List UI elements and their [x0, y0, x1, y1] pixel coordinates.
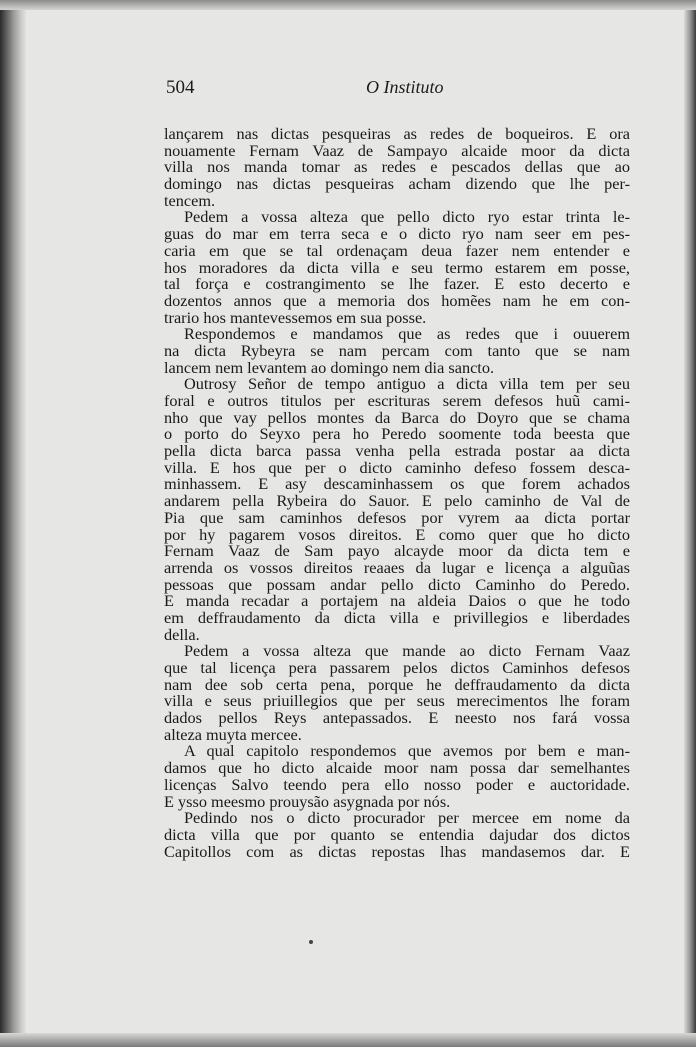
text-line: minhassem. E asy descaminhassem os que forem achados	[164, 474, 630, 494]
page-number: 504	[166, 77, 195, 98]
text-line: foral e outros titulos per escrituras serem defesos huũ cami-	[164, 391, 630, 410]
text-line: tencem.	[164, 190, 216, 210]
text-line: caria em que se tal ordenaçam deua fazer nem entender e	[164, 240, 630, 260]
text-line: Pedem a vossa alteza que pello dicto ryo estar trinta le-	[184, 207, 630, 227]
text-line: domingo nas dictas pesqueiras acham dizendo que lhe per-	[164, 174, 630, 194]
text-line: Fernam Vaaz de Sam payo alcayde moor da dicta tem e	[164, 541, 630, 561]
text-line: trario hos mantevessemos em sua posse.	[164, 307, 427, 327]
page-bottom-edge	[0, 1033, 696, 1047]
text-line: guas do mar em terra seca e o dicto ryo nam seer em pes-	[164, 224, 630, 244]
text-line: Pedindo nos o dicto procurador per mercee em nome da	[184, 808, 630, 828]
speck-mark	[309, 940, 313, 944]
text-line: em deffraudamento da dicta villa e privillegios e liberdades	[164, 607, 630, 627]
text-line: alteza muyta mercee.	[164, 724, 302, 744]
text-line: nho que vay pellos montes da Barca do Doyro que se chama	[164, 407, 630, 427]
text-line: o porto do Seyxo pera ho Peredo soomente toda beesta que	[164, 424, 630, 444]
running-title: O Instituto	[366, 77, 444, 97]
text-line: Pedem a vossa alteza que mande ao dicto Fernam Vaaz	[184, 641, 630, 661]
text-line: licenças Salvo teendo pera ello nosso poder e auctoridade.	[164, 774, 630, 794]
page-right-edge	[684, 0, 696, 1047]
text-line: Pia que sam caminhos defesos por vyrem aa dicta portar	[164, 507, 630, 527]
text-line: A qual capitolo respondemos que avemos por bem e man-	[184, 741, 630, 761]
text-line: lançarem nas dictas pesqueiras as redes de boqueiros. E ora	[164, 124, 630, 143]
text-line: villa e seus priuillegios que per seus merecimentos lhe foram	[164, 691, 630, 711]
text-line: nam dee sob certa pena, porque he deffraudamento da dicta	[164, 674, 630, 694]
text-line: andarem pella Rybeira do Sauor. E pelo caminho de Val de	[164, 491, 630, 511]
text-line: damos que ho dicto alcaide moor nam possa dar semelhantes	[164, 758, 630, 778]
book-spine-shadow	[0, 0, 26, 1047]
text-line: villa nos manda tomar as redes e pescados dellas que ao	[164, 157, 630, 177]
text-line: nouamente Fernam Vaaz de Sampayo alcaide moor da dicta	[164, 140, 630, 160]
text-line: dicta villa que por quanto se entendia dajudar dos dictos	[164, 824, 630, 844]
text-line: que tal licença pera passarem pelos dictos Caminhos defesos	[164, 658, 630, 677]
body-text	[164, 126, 630, 860]
text-line: por hy pagarem vosos direitos. E como quer que ho dicto	[164, 524, 630, 544]
text-line: dados pellos Reys antepassados. E neesto nos fará vossa	[164, 708, 630, 728]
text-line: dozentos annos que a memoria dos homẽes nam he em con-	[164, 290, 630, 310]
text-line: villa. E hos que per o dicto caminho defeso fossem desca-	[164, 457, 630, 477]
text-line: E ysso meesmo prouysão asygnada por nós.	[164, 791, 451, 811]
text-line: pella dicta barca passa venha pella estrada postar aa dicta	[164, 441, 630, 461]
text-line: tal força e costrangimento se lhe fazer. E esto decerto e	[164, 274, 630, 294]
text-line: arrenda os vossos direitos reaaes da lugar e licença a alguũas	[164, 557, 630, 577]
text-line: Outrosy Señor de tempo antiguo a dicta villa tem per seu	[184, 374, 630, 394]
running-header	[166, 77, 630, 103]
text-line: Capitollos com as dictas repostas lhas mandasemos dar. E	[164, 841, 630, 861]
text-line: hos moradores da dicta villa e seu termo estarem em posse,	[164, 257, 630, 277]
page-top-edge	[0, 0, 696, 10]
text-line: pessoas que possam andar pello dicto Caminho do Peredo.	[164, 574, 630, 594]
text-line: della.	[164, 624, 200, 644]
text-line: Respondemos e mandamos que as redes que i ouuerem	[184, 324, 630, 344]
text-line: na dicta Rybeyra se nam percam com tanto que se nam	[164, 340, 630, 360]
text-line: lancem nem levantem ao domingo nem dia sancto.	[164, 357, 495, 377]
text-line: E manda recadar a portajem na aldeia Daios o que he todo	[164, 591, 630, 611]
